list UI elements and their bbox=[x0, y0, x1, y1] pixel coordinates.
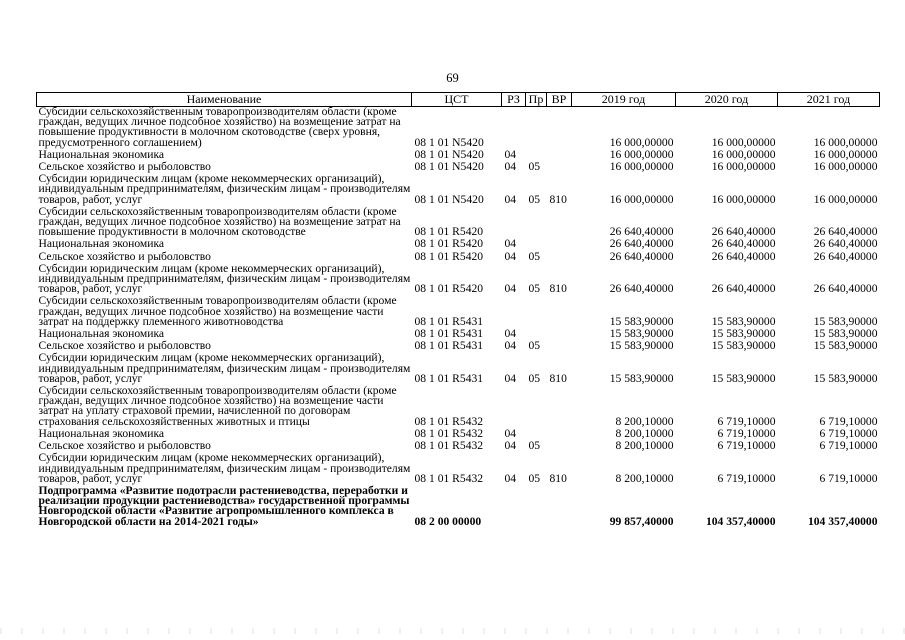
cell-rz: 04 bbox=[504, 282, 517, 296]
cell-name: Субсидии юридическим лицам (кроме некоммерческих организаций), индивидуальным предпринимателям, физическим лицам - производителям товаров, работ, услуг bbox=[38, 451, 411, 485]
cell-vr bbox=[547, 252, 572, 264]
cell-cst: 08 2 00 00000 bbox=[414, 514, 482, 528]
cell-name: Национальная экономика bbox=[38, 426, 165, 440]
cell-2020: 16 000,00000 bbox=[711, 147, 776, 161]
cell-2021: 16 000,00000 bbox=[813, 135, 878, 149]
cell-rz: 04 bbox=[504, 249, 517, 263]
cell-name: Национальная экономика bbox=[38, 327, 165, 341]
cell-rz bbox=[502, 107, 526, 150]
cell-2019: 16 000,00000 bbox=[609, 192, 674, 206]
cell-name: Сельское хозяйство и рыболовство bbox=[38, 249, 211, 263]
cell-pr bbox=[526, 107, 547, 150]
cell-name: Подпрограмма «Развитие подотрасли растениеводства, переработки и реализации продукции растениеводства» государственной программы Новгородской области «Развитие агропромышленного комплекса в Новгородской области на 2014-2021 годы» bbox=[38, 483, 410, 528]
cell-vr bbox=[547, 386, 572, 429]
cell-2019: 16 000,00000 bbox=[609, 135, 674, 149]
col-header-vr: ВР bbox=[547, 93, 572, 107]
cell-rz: 04 bbox=[504, 327, 517, 341]
cell-2020: 26 640,40000 bbox=[711, 249, 776, 263]
cell-vr bbox=[547, 341, 572, 353]
cell-2020: 15 583,90000 bbox=[711, 314, 776, 328]
table-row bbox=[37, 453, 880, 486]
cell-2021: 26 640,40000 bbox=[813, 282, 878, 296]
cell-2021: 15 583,90000 bbox=[813, 339, 878, 353]
cell-vr bbox=[547, 239, 572, 251]
cell-2019: 26 640,40000 bbox=[609, 225, 674, 239]
cell-cst: 08 1 01 R5431 bbox=[414, 327, 484, 341]
cell-2020: 6 719,10000 bbox=[717, 471, 776, 485]
cell-rz: 04 bbox=[504, 192, 517, 206]
cell-name: Субсидии сельскохозяйственным товаропроизводителям области (кроме граждан, ведущих личное подсобное хозяйство) на возмещение затрат на повышение продуктивности в молочном скотоводстве bbox=[38, 204, 401, 239]
col-header-pr: Пр bbox=[526, 93, 547, 107]
cell-cst: 08 1 01 N5420 bbox=[414, 192, 484, 206]
cell-cst: 08 1 01 N5420 bbox=[414, 135, 484, 149]
col-header-2021: 2021 год bbox=[778, 93, 880, 107]
cell-rz: 04 bbox=[504, 237, 517, 251]
cell-2021: 26 640,40000 bbox=[813, 249, 878, 263]
cell-pr: 05 bbox=[528, 471, 541, 485]
cell-cst: 08 1 01 R5431 bbox=[414, 339, 484, 353]
cell-name: Национальная экономика bbox=[38, 237, 165, 251]
cell-vr bbox=[547, 296, 572, 329]
cell-cst: 08 1 01 R5432 bbox=[414, 439, 484, 453]
cell-2020: 26 640,40000 bbox=[711, 225, 776, 239]
cell-rz: 04 bbox=[504, 426, 517, 440]
cell-2021: 16 000,00000 bbox=[813, 147, 878, 161]
cell-name: Национальная экономика bbox=[38, 147, 165, 161]
cell-pr: 05 bbox=[528, 339, 541, 353]
page-number: 69 bbox=[446, 71, 459, 85]
cell-cst: 08 1 01 R5432 bbox=[414, 426, 484, 440]
cell-pr: 05 bbox=[528, 439, 541, 453]
cell-pr bbox=[526, 207, 547, 240]
cell-cst: 08 1 01 R5420 bbox=[414, 249, 484, 263]
cell-2019: 15 583,90000 bbox=[609, 371, 674, 385]
cell-name: Субсидии юридическим лицам (кроме некоммерческих организаций), индивидуальным предпринимателям, физическим лицам - производителям товаров, работ, услуг bbox=[38, 172, 411, 206]
cell-2019: 8 200,10000 bbox=[615, 471, 674, 485]
cell-2021: 104 357,40000 bbox=[807, 514, 878, 528]
cell-vr bbox=[547, 150, 572, 162]
cell-vr bbox=[547, 162, 572, 174]
cell-rz: 04 bbox=[504, 439, 517, 453]
cell-2020: 6 719,10000 bbox=[717, 426, 776, 440]
cell-vr bbox=[547, 441, 572, 453]
cell-name: Субсидии сельскохозяйственным товаропроизводителям области (кроме граждан, ведущих личное подсобное хозяйство) на возмещение части затрат на поддержку племенного животноводства bbox=[38, 294, 397, 328]
cell-rz bbox=[502, 486, 526, 529]
cell-rz bbox=[502, 207, 526, 240]
cell-2021: 16 000,00000 bbox=[813, 160, 878, 174]
cell-2020: 15 583,90000 bbox=[711, 371, 776, 385]
cell-vr: 810 bbox=[549, 371, 567, 385]
budget-table bbox=[36, 92, 880, 529]
cell-2019: 26 640,40000 bbox=[609, 237, 674, 251]
cell-name: Субсидии юридическим лицам (кроме некоммерческих организаций), индивидуальным предпринимателям, физическим лицам - производителям товаров, работ, услуг bbox=[38, 351, 411, 385]
cell-pr: 05 bbox=[528, 160, 541, 174]
cell-vr bbox=[547, 429, 572, 441]
cell-2021: 26 640,40000 bbox=[813, 237, 878, 251]
cell-2019: 8 200,10000 bbox=[615, 426, 674, 440]
cell-name: Сельское хозяйство и рыболовство bbox=[38, 439, 211, 453]
cell-2021: 15 583,90000 bbox=[813, 314, 878, 328]
cell-vr: 810 bbox=[549, 282, 567, 296]
cell-rz: 04 bbox=[504, 147, 517, 161]
cell-2020: 16 000,00000 bbox=[711, 135, 776, 149]
cell-cst: 08 1 01 R5432 bbox=[414, 471, 484, 485]
cell-2020: 104 357,40000 bbox=[705, 514, 776, 528]
cell-2019: 26 640,40000 bbox=[609, 282, 674, 296]
cell-rz bbox=[502, 386, 526, 429]
cell-2021: 15 583,90000 bbox=[813, 371, 878, 385]
cell-rz: 04 bbox=[504, 339, 517, 353]
cell-2021: 16 000,00000 bbox=[813, 192, 878, 206]
table-row bbox=[37, 353, 880, 386]
cell-vr bbox=[547, 107, 572, 150]
cell-2020: 26 640,40000 bbox=[711, 282, 776, 296]
cell-2021: 15 583,90000 bbox=[813, 327, 878, 341]
cell-name: Субсидии сельскохозяйственным товаропроизводителям области (кроме граждан, ведущих личное подсобное хозяйство) на возмещение затрат на повышение продуктивности в молочном скотоводстве (сверх уровня, предусмотренного соглашением) bbox=[38, 105, 401, 149]
table-row bbox=[37, 264, 880, 297]
scan-artifact bbox=[0, 628, 905, 634]
cell-cst: 08 1 01 N5420 bbox=[414, 147, 484, 161]
cell-2021: 6 719,10000 bbox=[819, 471, 878, 485]
cell-rz: 04 bbox=[504, 471, 517, 485]
cell-pr: 05 bbox=[528, 282, 541, 296]
table-row bbox=[37, 486, 880, 529]
cell-name: Сельское хозяйство и рыболовство bbox=[38, 160, 211, 174]
cell-name: Сельское хозяйство и рыболовство bbox=[38, 339, 211, 353]
cell-cst: 08 1 01 R5420 bbox=[414, 237, 484, 251]
cell-pr bbox=[526, 486, 547, 529]
cell-cst: 08 1 01 R5431 bbox=[414, 371, 484, 385]
cell-vr: 810 bbox=[549, 471, 567, 485]
cell-2019: 26 640,40000 bbox=[609, 249, 674, 263]
col-header-2019: 2019 год bbox=[572, 93, 676, 107]
cell-vr: 810 bbox=[549, 192, 567, 206]
table-row bbox=[37, 107, 880, 150]
cell-2020: 15 583,90000 bbox=[711, 339, 776, 353]
cell-rz bbox=[502, 296, 526, 329]
cell-vr bbox=[547, 207, 572, 240]
cell-2019: 8 200,10000 bbox=[615, 439, 674, 453]
cell-pr: 05 bbox=[528, 192, 541, 206]
cell-2019: 16 000,00000 bbox=[609, 147, 674, 161]
cell-2020: 6 719,10000 bbox=[717, 414, 776, 428]
cell-cst: 08 1 01 R5432 bbox=[414, 414, 484, 428]
table-row bbox=[37, 207, 880, 240]
cell-2020: 15 583,90000 bbox=[711, 327, 776, 341]
table-row bbox=[37, 386, 880, 429]
cell-cst: 08 1 01 R5420 bbox=[414, 282, 484, 296]
cell-2020: 6 719,10000 bbox=[717, 439, 776, 453]
cell-pr bbox=[526, 296, 547, 329]
cell-2021: 6 719,10000 bbox=[819, 426, 878, 440]
cell-vr bbox=[547, 486, 572, 529]
col-header-cst: ЦСТ bbox=[412, 93, 502, 107]
cell-rz: 04 bbox=[504, 371, 517, 385]
cell-name: Субсидии сельскохозяйственным товаропроизводителям области (кроме граждан, ведущих личное подсобное хозяйство) на возмещение части затрат на уплату страховой премии, начисленной по договорам страхования сельскохозяйственных животных и птицы bbox=[38, 384, 397, 428]
cell-2021: 26 640,40000 bbox=[813, 225, 878, 239]
cell-2021: 6 719,10000 bbox=[819, 439, 878, 453]
cell-2019: 15 583,90000 bbox=[609, 314, 674, 328]
cell-pr bbox=[526, 386, 547, 429]
cell-2019: 8 200,10000 bbox=[615, 414, 674, 428]
table-row bbox=[37, 296, 880, 329]
col-header-name: Наименование bbox=[37, 93, 412, 107]
cell-2020: 16 000,00000 bbox=[711, 160, 776, 174]
cell-cst: 08 1 01 R5420 bbox=[414, 225, 484, 239]
col-header-rz: РЗ bbox=[502, 93, 526, 107]
cell-2019: 15 583,90000 bbox=[609, 339, 674, 353]
cell-pr: 05 bbox=[528, 249, 541, 263]
cell-2021: 6 719,10000 bbox=[819, 414, 878, 428]
cell-name: Субсидии юридическим лицам (кроме некоммерческих организаций), индивидуальным предпринимателям, физическим лицам - производителям товаров, работ, услуг bbox=[38, 261, 411, 296]
cell-2020: 16 000,00000 bbox=[711, 192, 776, 206]
cell-vr bbox=[547, 329, 572, 341]
cell-cst: 08 1 01 N5420 bbox=[414, 160, 484, 174]
table-body bbox=[37, 107, 880, 529]
cell-2019: 99 857,40000 bbox=[609, 514, 674, 528]
cell-pr: 05 bbox=[528, 371, 541, 385]
col-header-2020: 2020 год bbox=[676, 93, 778, 107]
cell-cst: 08 1 01 R5431 bbox=[414, 314, 484, 328]
table-row bbox=[37, 174, 880, 207]
cell-2019: 16 000,00000 bbox=[609, 160, 674, 174]
cell-rz: 04 bbox=[504, 160, 517, 174]
cell-2020: 26 640,40000 bbox=[711, 237, 776, 251]
cell-2019: 15 583,90000 bbox=[609, 327, 674, 341]
